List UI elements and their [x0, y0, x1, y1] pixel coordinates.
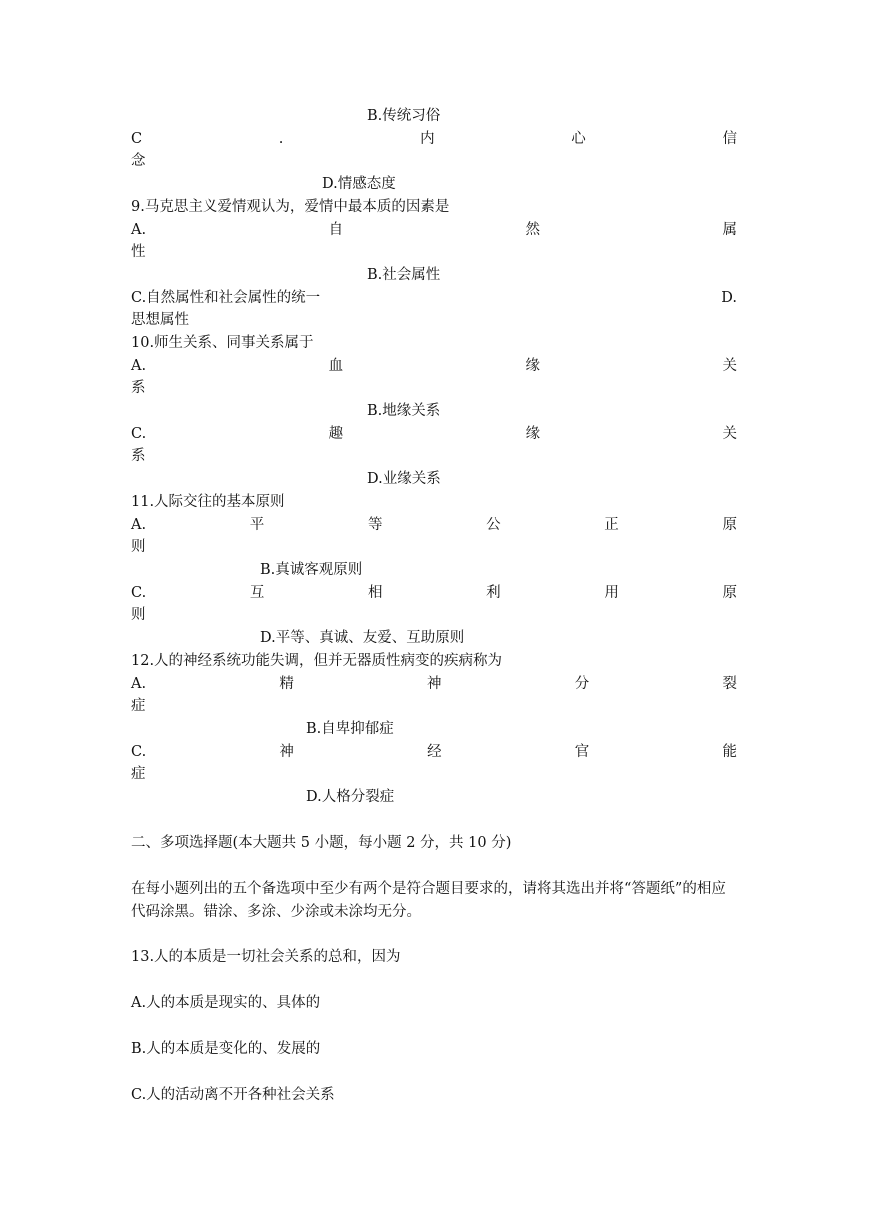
- q11-option-b: B.真诚客观原则: [260, 562, 363, 578]
- text-fragment: D.: [721, 290, 737, 306]
- q13-option-c: C.人的活动离不开各种社会关系: [131, 1087, 335, 1103]
- text-fragment: 精: [279, 676, 294, 692]
- text-fragment: C.: [131, 585, 147, 601]
- q10-option-c-line: [131, 423, 737, 445]
- text-fragment: 利: [486, 585, 501, 601]
- q12-option-d: D.人格分裂症: [306, 789, 395, 805]
- q12-option-c-continuation: 症: [131, 766, 146, 782]
- text-fragment: 正: [604, 517, 619, 533]
- option-d-emotional-attitude: D.情感态度: [322, 176, 396, 192]
- text-fragment: A.: [131, 676, 147, 692]
- text-fragment: 缘: [525, 358, 541, 374]
- question-13: 13.人的本质是一切社会关系的总和，因为: [131, 949, 401, 965]
- q10-option-b: B.地缘关系: [367, 403, 441, 419]
- section-2-heading: 二、多项选择题(本大题共 5 小题，每小题 2 分，共 10 分): [131, 835, 512, 851]
- q11-option-c-line: [131, 582, 737, 604]
- q12-option-a-continuation: 症: [131, 698, 146, 714]
- option-b-traditional-customs: B.传统习俗: [367, 108, 441, 124]
- q11-option-d: D.平等、真诚、友爱、互助原则: [260, 630, 465, 646]
- question-11: 11.人际交往的基本原则: [131, 494, 285, 510]
- text-fragment: 神: [279, 744, 294, 760]
- text-fragment: 裂: [722, 676, 737, 692]
- q9-option-c-d-line: [131, 287, 737, 309]
- text-fragment: 属: [722, 222, 737, 238]
- text-fragment: 趣: [328, 426, 344, 442]
- text-fragment: C.: [131, 744, 147, 760]
- text-fragment: C.: [131, 426, 147, 442]
- text-fragment: 心: [571, 131, 586, 147]
- question-9: 9.马克思主义爱情观认为，爱情中最本质的因素是: [131, 199, 450, 215]
- text-fragment: 然: [525, 222, 541, 238]
- text-fragment: 用: [604, 585, 619, 601]
- q10-option-a-continuation: 系: [131, 380, 146, 396]
- text-fragment: 缘: [525, 426, 541, 442]
- text-fragment: 平: [249, 517, 265, 533]
- q12-option-a-line: [131, 673, 737, 695]
- text-fragment: 互: [249, 585, 265, 601]
- q12-option-c-line: [131, 741, 737, 763]
- text-fragment: 关: [722, 358, 737, 374]
- section-2-instructions: 在每小题列出的五个备选项中至少有两个是符合题目要求的，请将其选出并将“答题纸”的相应代码涂黑。错涂、多涂、少涂或未涂均无分。: [131, 881, 726, 920]
- text-fragment: 自: [328, 222, 344, 238]
- text-fragment: 经: [427, 744, 442, 760]
- option-c-continuation: 念: [131, 153, 146, 169]
- q11-option-a-continuation: 则: [131, 539, 146, 555]
- q12-option-b: B.自卑抑郁症: [306, 721, 394, 737]
- text-fragment: C: [131, 131, 143, 147]
- text-fragment: 公: [486, 517, 501, 533]
- q9-option-a-continuation: 性: [131, 244, 146, 260]
- text-fragment: 信: [722, 131, 737, 147]
- text-fragment: 血: [328, 358, 344, 374]
- text-fragment: .: [278, 131, 284, 147]
- text-fragment: A.: [131, 222, 147, 238]
- text-fragment: 内: [420, 131, 435, 147]
- text-fragment: 能: [722, 744, 737, 760]
- q10-option-d: D.业缘关系: [367, 471, 441, 487]
- q10-option-c-continuation: 系: [131, 448, 146, 464]
- q13-option-a: A.人的本质是现实的、具体的: [131, 995, 321, 1011]
- question-10: 10.师生关系、同事关系属于: [131, 335, 314, 351]
- text-fragment: 关: [722, 426, 737, 442]
- text-fragment: A.: [131, 517, 147, 533]
- option-c-inner-belief-line: [131, 128, 737, 150]
- text-fragment: 神: [427, 676, 442, 692]
- q13-option-b: B.人的本质是变化的、发展的: [131, 1041, 321, 1057]
- text-fragment: 分: [574, 676, 590, 692]
- q10-option-a-line: [131, 355, 737, 377]
- text-fragment: 原: [722, 585, 737, 601]
- q9-option-b: B.社会属性: [367, 267, 441, 283]
- question-12: 12.人的神经系统功能失调，但并无器质性病变的疾病称为: [131, 653, 503, 669]
- q11-option-c-continuation: 则: [131, 607, 146, 623]
- text-fragment: 原: [722, 517, 737, 533]
- q9-option-a-line: [131, 219, 737, 241]
- q9-option-d-continuation: 思想属性: [131, 312, 189, 328]
- text-fragment: 等: [367, 517, 383, 533]
- text-fragment: A.: [131, 358, 147, 374]
- text-fragment: C.自然属性和社会属性的统一: [131, 290, 321, 306]
- text-fragment: 官: [574, 744, 590, 760]
- text-fragment: 相: [368, 585, 383, 601]
- q11-option-a-line: [131, 514, 737, 536]
